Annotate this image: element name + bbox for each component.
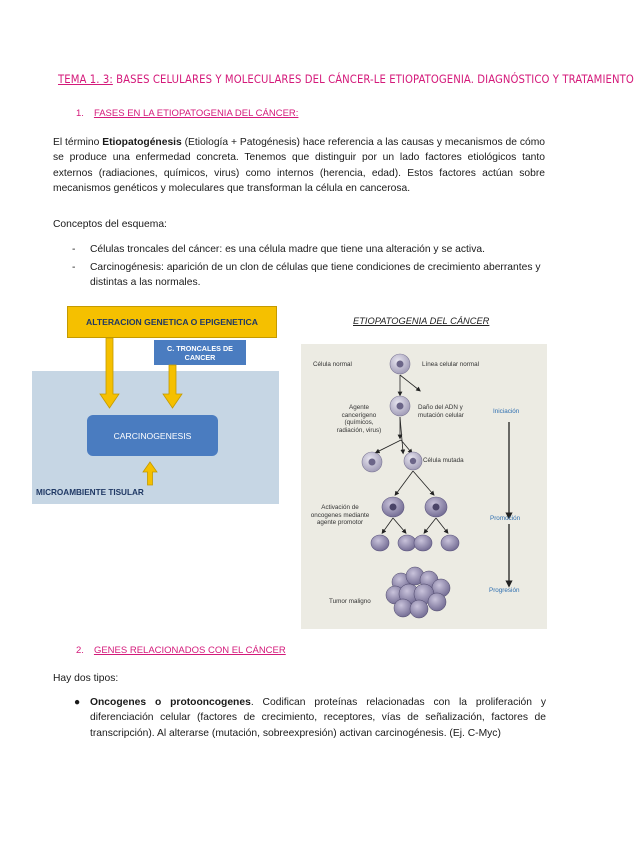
section-1-heading	[76, 108, 298, 119]
normal-cell-icon	[390, 396, 410, 416]
list-item	[72, 695, 546, 741]
genes-intro: Hay dos tipos:	[53, 673, 119, 684]
oncogenes-term: Oncogenes o protooncogenes	[90, 697, 251, 708]
mutated-cell-icon	[425, 497, 447, 517]
list-item	[72, 242, 546, 257]
section-1-number: 1.	[76, 108, 84, 119]
mutated-cell-icon	[371, 535, 459, 551]
arrow-up-icon	[143, 462, 157, 485]
title-text: BASES CELULARES Y MOLECULARES DEL CÁNCER-LE ETIOPATOGENIA. DIAGNÓSTICO Y TRATAMIENTO	[112, 73, 634, 86]
normal-cell-icon	[362, 452, 382, 472]
carcinogenic-agent-label: Agente cancerígeno (químicos, radiación, virus)	[336, 404, 382, 434]
page-title	[58, 73, 634, 86]
dash-marker: -	[72, 262, 76, 273]
dna-damage-label: Daño del ADN y mutación celular	[418, 404, 464, 419]
diagram-arrows	[32, 298, 279, 504]
section-2-heading	[76, 645, 286, 656]
tissue-microenvironment-label: MICROAMBIENTE TISULAR	[36, 488, 144, 497]
intro-text-rest: (Etiología + Patogénesis) hace referencia a las causas y mecanismos de cómo se produce una enfermedad concreta. Tenemos que distinguir por un lado factores etiológicos tanto externos (radiaciones, químicos, virus) como internos (herencia, edad). Estos factores actúan sobre mecanismos genéticos y moleculares que transforman la célula en cancerosa.	[53, 137, 545, 194]
carcinogenesis-diagram	[32, 298, 279, 504]
tumor-cluster-icon	[386, 567, 450, 618]
phase-promotion: Promoción	[490, 515, 521, 522]
concept-text: Células troncales del cáncer: es una célula madre que tiene una alteración y se activa.	[90, 244, 485, 255]
intro-text-start: El término	[53, 137, 103, 148]
section-2-title: GENES RELACIONADOS CON EL CÁNCER	[93, 645, 286, 656]
section-2-number: 2.	[76, 645, 84, 656]
arrow-down-icon	[163, 365, 182, 408]
concepts-label: Conceptos del esquema:	[53, 219, 167, 230]
tumor-label: Tumor maligno	[329, 598, 371, 605]
oncogenes-text: . Codifican proteínas relacionadas con la proliferación y diferenciación celular (factores de crecimiento, receptores, vías de señalización, factores de transcripción). Al alterarse (mutación, sobreexpresión) activan carcinogénesis. (Ej. C-Myc)	[90, 697, 546, 739]
etiopathogenesis-figure	[301, 344, 547, 629]
cancer-stem-cells-box: C. TRONCALES DE CANCER	[154, 340, 246, 365]
phase-progression: Progresión	[489, 587, 520, 594]
intro-term: Etiopatogénesis	[102, 137, 182, 148]
figure-title: ETIOPATOGENIA DEL CÁNCER	[353, 316, 490, 326]
carcinogenesis-box: CARCINOGENESIS	[87, 415, 218, 456]
mutated-cell-icon	[404, 452, 422, 470]
intro-paragraph	[53, 135, 545, 196]
genetic-alteration-box: ALTERACION GENETICA O EPIGENETICA	[67, 306, 277, 338]
arrow-down-icon	[100, 338, 119, 408]
dash-marker: -	[72, 244, 76, 255]
normal-cell-icon	[390, 354, 410, 374]
mutated-cell-label: Célula mutada	[423, 457, 464, 464]
normal-cell-label: Célula normal	[313, 361, 352, 368]
oncogene-activation-label: Activación de oncogenes mediante agente promotor	[310, 504, 370, 527]
phase-initiation: Iniciación	[493, 408, 520, 415]
concept-text: Carcinogénesis: aparición de un clon de células que tiene condiciones de crecimiento aberrantes y distintas a las normales.	[90, 262, 541, 289]
title-number: TEMA 1. 3:	[58, 73, 113, 86]
bullet-icon: ●	[74, 697, 81, 708]
mutated-cell-icon	[382, 497, 404, 517]
list-item	[72, 260, 546, 291]
normal-line-label: Línea celular normal	[422, 361, 480, 368]
section-1-title: FASES EN LA ETIOPATOGENIA DEL CÁNCER:	[93, 108, 299, 119]
